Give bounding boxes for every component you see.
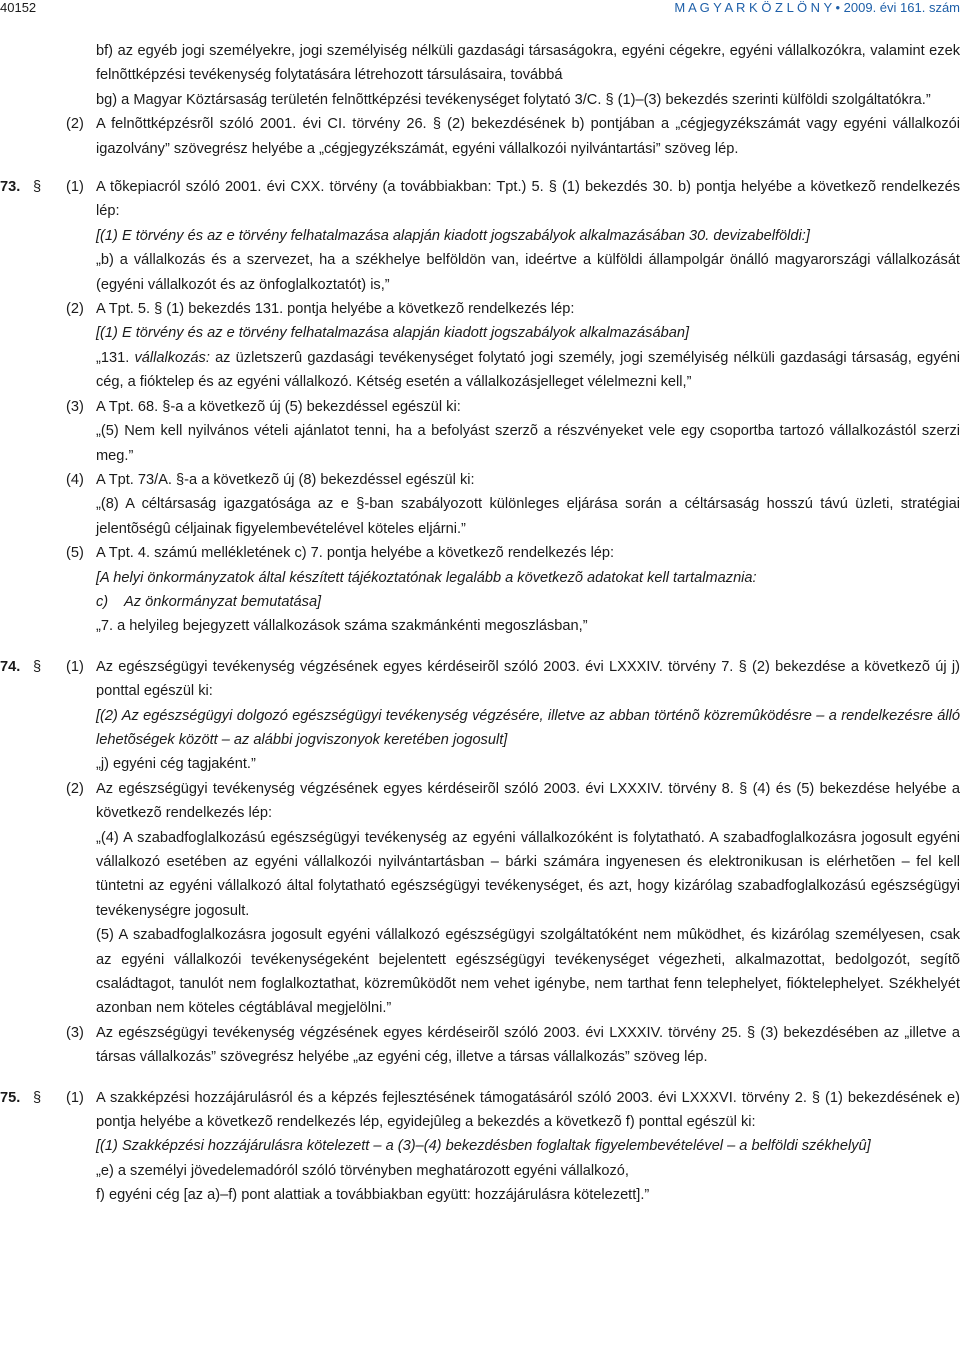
- quoted-amendment: (5) A szabadfoglalkozásra jogosult egyéni vállalkozó egészségügyi szolgáltatóként nem mûködhet, és kizárólag személyesen, csak az egyéni vállalkozói tevékenységeként bejelentett egészségügyi tevékenységet végezheti, alkalmazottat, bedolgozót, segítõ családtagot, tanulót nem foglalkoztathat, közremûködõt nem vehet igénybe, nem tarthat fenn telephelyet, fióktelephelyet. Székhelyét azonban nem köteles cégtáblával megjelölni.”: [96, 927, 960, 1017]
- section-number: 73.: [0, 179, 21, 196]
- page-number: 40152: [0, 0, 37, 15]
- paragraph-number: (2): [66, 116, 84, 133]
- quoted-amendment: [0, 346, 960, 395]
- quoted-amendment: „e) a személyi jövedelemadóról szóló törvényben meghatározott egyéni vállalkozó,: [96, 1162, 629, 1179]
- paragraph-text: A Tpt. 5. § (1) bekezdés 131. pontja helyébe a következõ rendelkezés lép:: [96, 301, 575, 318]
- paragraph-number: (2): [66, 780, 84, 797]
- journal-title: M A G Y A R K Ö Z L Ö N Y • 2009. évi 161. szám: [674, 0, 960, 15]
- paragraph-number: (1): [66, 1089, 84, 1106]
- paragraph-text: A szakképzési hozzájárulásról és a képzés fejlesztésének támogatásáról szóló 2003. évi LXXXVI. törvény 2. § (1) bekezdésének e) pontja helyébe a következõ rendelkezés lép, egyidejûleg a bekezdés a következõ f) ponttal egészül ki:: [96, 1089, 960, 1131]
- italic-context-point: [0, 590, 960, 614]
- point-bf: bf) az egyéb jogi személyekre, jogi személyiség nélküli gazdasági társaságokra, egyéni cégekre, egyéni vállalkozókra, valamint ezek felnõttképzési tevékenység folytatására létrehozott társulásaira, továbbá: [96, 43, 960, 84]
- paragraph-text: A felnõttképzésrõl szóló 2001. évi CI. törvény 26. § (2) bekezdésének b) pontjában a „cégjegyzékszámát vagy egyéni vállalkozói igazolvány” szövegrész helyébe a „cégjegyzékszámát, egyéni vállalkozói nyilvántartási” szöveg lép.: [96, 116, 960, 157]
- page-header: [0, 0, 960, 18]
- quoted-amendment: „(4) A szabadfoglalkozású egészségügyi tevékenység az egyéni vállalkozóként is folytatható. A szabadfoglalkozásra jogosult egyéni vállalkozó esetében az egyéni vállalkozói nyilvántartásban – bárki számára ingyenesen és elektronikusan is elérhetõen – fel kell tüntetni az egyéni vállalkozó által folytatható egészségügyi tevékenységet, és azt, hogy kizárólag szabadfoglalkozású egészségügyi tevékenységre jogosult.: [96, 829, 960, 919]
- quoted-amendment: f) egyéni cég [az a)–f) pont alattiak a továbbiakban együtt: hozzájárulásra kötelezett].”: [96, 1187, 650, 1204]
- quoted-amendment: „7. a helyileg bejegyzett vállalkozások száma szakmánkénti megoszlásban,”: [96, 618, 588, 635]
- section-number: 75.: [0, 1089, 21, 1106]
- point-text: Az önkormányzat bemutatása]: [124, 593, 322, 610]
- quote-start: „131.: [96, 349, 135, 366]
- italic-context: [(1) Szakképzési hozzájárulásra kötelezett – a (3)–(4) bekezdésben foglaltak figyelembevételével – a belföldi székhelyû]: [96, 1138, 871, 1155]
- quoted-amendment: „j) egyéni cég tagjaként.”: [96, 756, 256, 773]
- paragraph-text: A Tpt. 4. számú mellékletének c) 7. pontja helyébe a következõ rendelkezés lép:: [96, 545, 615, 562]
- section-73: [0, 175, 960, 639]
- paragraph-number: (1): [66, 658, 84, 675]
- italic-context: [(1) E törvény és az e törvény felhatalmazása alapján kiadott jogszabályok alkalmazásában 30. devizabelföldi:]: [96, 227, 810, 244]
- paragraph-5: [0, 541, 960, 639]
- paragraph-2: [0, 297, 960, 395]
- section-sign: §: [33, 179, 42, 196]
- quoted-amendment: „b) a vállalkozás és a szervezet, ha a székhelye belföldön van, ideértve a külföldi állampolgár önálló magyarországi vállalkozását (egyéni vállalkozót és az önfoglalkoztatót) is,”: [96, 252, 960, 293]
- paragraph-number: (3): [66, 1024, 84, 1041]
- intro-continuation: [0, 39, 960, 161]
- paragraph-3: [0, 395, 960, 468]
- paragraph-text: Az egészségügyi tevékenység végzésének egyes kérdéseirõl szóló 2003. évi LXXXIV. törvény 8. § (4) és (5) bekezdése helyébe a következõ rendelkezés lép:: [96, 780, 960, 822]
- section-sign: §: [33, 1089, 42, 1106]
- italic-context: [A helyi önkormányzatok által készített tájékoztatónak legalább a következõ adatokat kell tartalmaznia:: [96, 569, 757, 586]
- defined-term: vállalkozás:: [134, 349, 210, 366]
- italic-context: [(2) Az egészségügyi dolgozó egészségügyi tevékenység végzésére, illetve az abban történõ közremûködésre – a rendelkezésre álló lehetõségek között – az alábbi jogviszonyok keretében jogosult]: [96, 707, 960, 748]
- paragraph-3: [0, 1021, 960, 1070]
- quoted-amendment: „(8) A céltársaság igazgatósága az e §-ban szabályozott különleges eljárása során a céltársaság hosszú távú üzleti, stratégiai jelentõségû céljainak figyelembevételével köteles eljárni.”: [96, 496, 960, 537]
- paragraph-number: (1): [66, 179, 84, 196]
- paragraph-text: Az egészségügyi tevékenység végzésének egyes kérdéseirõl szóló 2003. évi LXXXIV. törvény 7. § (2) bekezdése a következõ új j) ponttal egészül ki:: [96, 658, 960, 700]
- italic-context: [(1) E törvény és az e törvény felhatalmazása alapján kiadott jogszabályok alkalmazásában]: [96, 325, 689, 342]
- paragraph-number: (4): [66, 471, 84, 488]
- paragraph-1: [0, 1086, 960, 1208]
- paragraph-text: Az egészségügyi tevékenység végzésének egyes kérdéseirõl szóló 2003. évi LXXXIV. törvény 25. § (3) bekezdésében az „illetve a társas vállalkozás” szövegrész helyébe „az egyéni cég, illetve a társas vállalkozás” szöveg lép.: [96, 1024, 960, 1066]
- paragraph-2: [0, 777, 960, 1021]
- paragraph-number: (3): [66, 398, 84, 415]
- paragraph-1: [0, 655, 960, 777]
- paragraph-text: A tõkepiacról szóló 2001. évi CXX. törvény (a továbbiakban: Tpt.) 5. § (1) bekezdés 30. b) pontja helyébe a következõ rendelkezés lép:: [96, 179, 960, 220]
- quote-rest: az üzletszerû gazdasági tevékenységet folytató jogi személy, jogi személyiség nélküli gazdasági társaság, egyéni cég, a fióktelep és az egyéni vállalkozó. Kétség esetén a vállalkozásjelleget vélelmezni kell,”: [96, 349, 960, 391]
- point-label: c): [96, 593, 109, 610]
- paragraph-text: A Tpt. 68. §-a a következõ új (5) bekezdéssel egészül ki:: [96, 398, 461, 415]
- paragraph-number: (5): [66, 545, 84, 562]
- section-74: [0, 655, 960, 1070]
- section-number: 74.: [0, 658, 21, 675]
- section-sign: §: [33, 658, 42, 675]
- paragraph-number: (2): [66, 301, 84, 318]
- quoted-amendment: „(5) Nem kell nyilvános vételi ajánlatot tenni, ha a befolyást szerzõ a részvényeket vele egy csoportba tartozó vállalkozástól szerzi meg.”: [96, 423, 960, 464]
- paragraph-text: A Tpt. 73/A. §-a a következõ új (8) bekezdéssel egészül ki:: [96, 471, 475, 488]
- document-body: [0, 39, 960, 1208]
- intro-paragraph-2: [0, 112, 960, 161]
- section-75: [0, 1086, 960, 1208]
- paragraph-1: [0, 175, 960, 297]
- point-bg: bg) a Magyar Köztársaság területén felnõttképzési tevékenységet folytató 3/C. § (1)–(3) bekezdés szerinti külföldi szolgáltatókra.”: [96, 91, 931, 108]
- paragraph-4: [0, 468, 960, 541]
